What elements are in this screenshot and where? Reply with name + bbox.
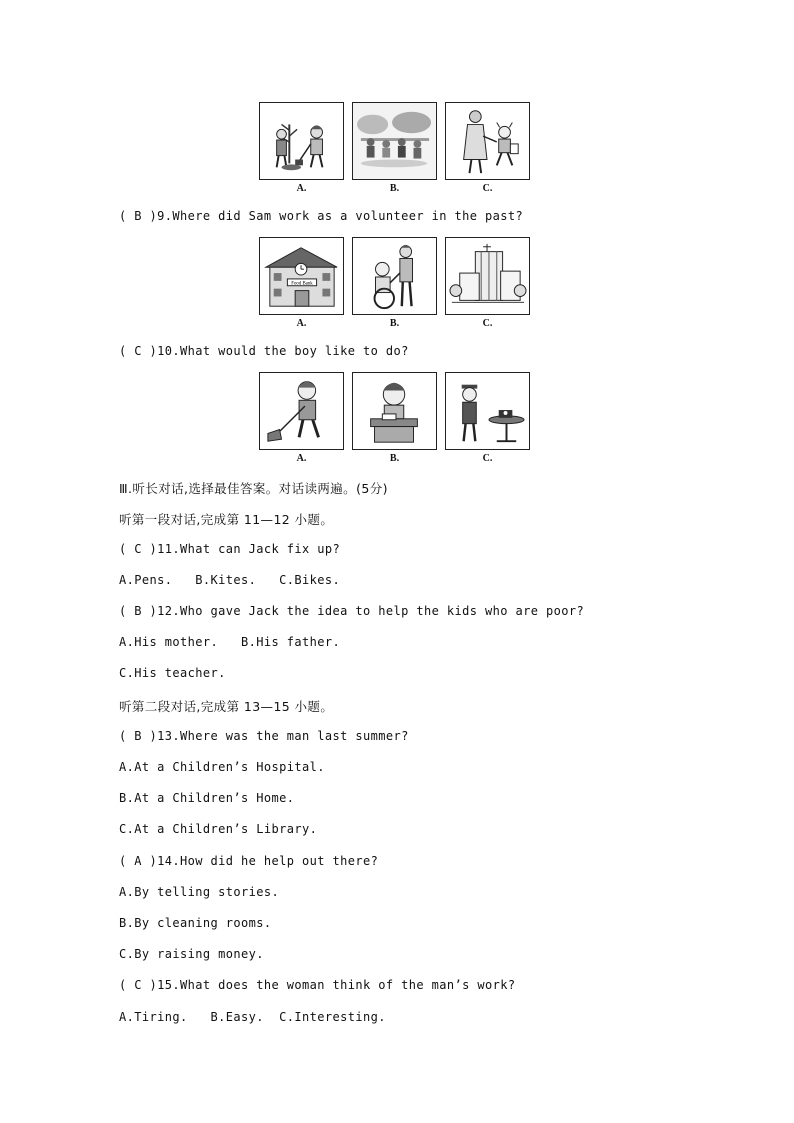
question-14-option-c: C.By raising money. bbox=[119, 947, 264, 961]
wheelchair-picture bbox=[352, 237, 437, 315]
picture-option-a bbox=[259, 102, 344, 194]
question-14-option-a: A.By telling stories. bbox=[119, 885, 280, 899]
section-3-title: Ⅲ.听长对话,选择最佳答案。对话读两遍。(5分) bbox=[119, 481, 388, 496]
food-bank-picture bbox=[259, 237, 344, 315]
question-13-option-b: B.At a Children’s Home. bbox=[119, 791, 295, 805]
option-caption: A. bbox=[296, 453, 307, 464]
boy-sweeping-picture bbox=[259, 372, 344, 450]
question-13-option-a: A.At a Children’s Hospital. bbox=[119, 760, 325, 774]
picture-option-c bbox=[445, 372, 530, 464]
picture-option-b bbox=[352, 237, 437, 329]
tree-planting-picture bbox=[259, 102, 344, 180]
helping-elderly-picture bbox=[445, 102, 530, 180]
question-10: ( C )10.What would the boy like to do? bbox=[119, 344, 409, 358]
question-15-options: A.Tiring. B.Easy. C.Interesting. bbox=[119, 1010, 386, 1024]
cleaning-park-picture bbox=[352, 102, 437, 180]
option-caption: B. bbox=[389, 183, 400, 194]
boy-at-desk-picture bbox=[352, 372, 437, 450]
dialog-1-intro: 听第一段对话,完成第 11—12 小题。 bbox=[119, 512, 334, 527]
question-12-options: A.His mother. B.His father. bbox=[119, 635, 341, 649]
picture-option-c bbox=[445, 102, 530, 194]
picture-option-b bbox=[352, 102, 437, 194]
option-caption: C. bbox=[482, 453, 493, 464]
picture-option-b bbox=[352, 372, 437, 464]
picture-option-a bbox=[259, 372, 344, 464]
option-caption: A. bbox=[296, 183, 307, 194]
picture-row-q10 bbox=[259, 372, 530, 464]
dialog-2-intro: 听第二段对话,完成第 13—15 小题。 bbox=[119, 699, 334, 714]
question-13-option-c: C.At a Children’s Library. bbox=[119, 822, 318, 836]
picture-row-q8 bbox=[259, 102, 530, 194]
option-caption: B. bbox=[389, 318, 400, 329]
question-9: ( B )9.Where did Sam work as a volunteer in the past? bbox=[119, 209, 524, 223]
hospital-building-picture bbox=[445, 237, 530, 315]
question-12-option-c: C.His teacher. bbox=[119, 666, 226, 680]
picture-option-c bbox=[445, 237, 530, 329]
option-caption: C. bbox=[482, 318, 493, 329]
question-14-option-b: B.By cleaning rooms. bbox=[119, 916, 272, 930]
question-14-stem: ( A )14.How did he help out there? bbox=[119, 854, 379, 868]
option-caption: C. bbox=[482, 183, 493, 194]
picture-row-q9 bbox=[259, 237, 530, 329]
option-caption: A. bbox=[296, 318, 307, 329]
girl-on-phone-picture bbox=[445, 372, 530, 450]
question-15-stem: ( C )15.What does the woman think of the man’s work? bbox=[119, 978, 516, 992]
option-caption: B. bbox=[389, 453, 400, 464]
question-13-stem: ( B )13.Where was the man last summer? bbox=[119, 729, 409, 743]
food-bank-sign: Food Bank bbox=[291, 281, 313, 287]
question-12-stem: ( B )12.Who gave Jack the idea to help the kids who are poor? bbox=[119, 604, 585, 618]
picture-option-a bbox=[259, 237, 344, 329]
question-11-stem: ( C )11.What can Jack fix up? bbox=[119, 542, 341, 556]
question-11-options: A.Pens. B.Kites. C.Bikes. bbox=[119, 573, 341, 587]
